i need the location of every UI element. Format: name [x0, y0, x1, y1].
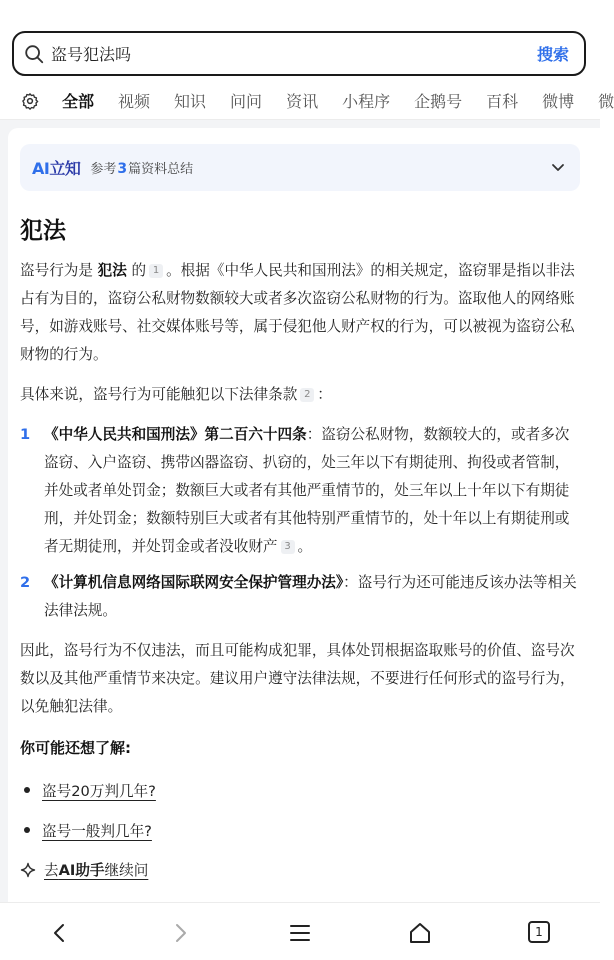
answer-paragraph-2: 具体来说，盗号行为可能触犯以下法律条款 2 ： [20, 386, 332, 403]
citation-badge[interactable]: 3 [281, 540, 295, 554]
citation-badge[interactable]: 2 [300, 388, 314, 402]
law-item-1: 1 《中华人民共和国刑法》第二百六十四条：盗窃公私财物，数额较大的，或者多次盗窃、入户盗窃、携带凶器盗窃、扒窃的，处三年以下有期徒刑、拘役或者管制，并处或者单处罚金；数额巨大或者有其他严重情节的，处三年以上十年以下有期徒刑，并处罚金；数额特别巨大或者有其他特别严重情节的，处十年以上有期徒刑或者无期徒刑，并处罚金或者没收财产 3 。 [20, 421, 582, 561]
law-item-2: 2 《计算机信息网络国际联网安全保护管理办法》：盗号行为还可能违反该办法等相关法律法规。 [20, 569, 582, 625]
answer-paragraph-1: 盗号行为是 犯法 的 1 。根据《中华人民共和国刑法》的相关规定，盗窃罪是指以非法占有为目的，盗窃公私财物数额较大或者多次盗窃公私财物的行为。盗取他人的网络账号，如游戏账号、社交媒体账号等，属于侵犯他人财产权的行为，可以被视为盗窃公私财物的行为。 [20, 262, 575, 363]
forward-arrow-icon[interactable] [168, 921, 192, 945]
related-link[interactable]: 盗号20万判几年? [42, 783, 156, 800]
citation-badge[interactable]: 1 [149, 264, 163, 278]
tab-penguin[interactable]: 企鹅号 [414, 92, 463, 111]
search-icon [23, 43, 45, 65]
sparkle-icon [20, 862, 36, 878]
tab-knowledge[interactable]: 知识 [174, 92, 207, 111]
ai-summary-bar[interactable] [20, 144, 580, 191]
bottom-navigation [0, 902, 600, 960]
reference-summary: 参考3篇资料总结 [90, 161, 194, 177]
related-link[interactable]: 盗号一般判几年? [42, 823, 152, 840]
home-icon[interactable] [408, 921, 432, 945]
ai-assistant-link[interactable]: 去AI助手继续问 [20, 859, 148, 880]
related-title: 你可能还想了解: [20, 739, 131, 757]
search-bar[interactable] [12, 31, 586, 76]
related-item[interactable] [24, 820, 152, 841]
related-item[interactable] [24, 780, 156, 801]
tab-qa[interactable]: 问问 [230, 92, 263, 111]
search-button[interactable]: 搜索 [536, 45, 569, 64]
bullet [24, 827, 30, 833]
item-number: 2 [20, 574, 31, 591]
tab-miniprogram[interactable]: 小程序 [342, 92, 391, 111]
menu-icon[interactable] [288, 921, 312, 945]
back-arrow-icon[interactable] [48, 921, 72, 945]
ai-lizhi-logo: AI立知 [32, 159, 81, 178]
chevron-down-icon[interactable] [550, 159, 566, 175]
answer-title: 犯法 [20, 218, 66, 244]
tab-more[interactable]: 微 [598, 92, 614, 111]
tab-weibo[interactable]: 微博 [542, 92, 575, 111]
tabs-count-button[interactable]: 1 [528, 921, 550, 943]
tab-news[interactable]: 资讯 [286, 92, 319, 111]
bullet [24, 787, 30, 793]
tab-baike[interactable]: 百科 [486, 92, 519, 111]
search-input[interactable]: 盗号犯法吗 [51, 45, 132, 64]
item-number: 1 [20, 426, 31, 443]
answer-paragraph-3: 因此，盗号行为不仅违法，而且可能构成犯罪，具体处罚根据盗取账号的价值、盗号次数以及其他严重情节来决定。建议用户遵守法律法规，不要进行任何形式的盗号行为，以免触犯法律。 [20, 642, 575, 715]
tab-bar [0, 82, 614, 120]
tab-all[interactable]: 全部 [62, 89, 94, 112]
tab-video[interactable]: 视频 [118, 92, 151, 111]
settings-icon[interactable] [21, 92, 39, 110]
